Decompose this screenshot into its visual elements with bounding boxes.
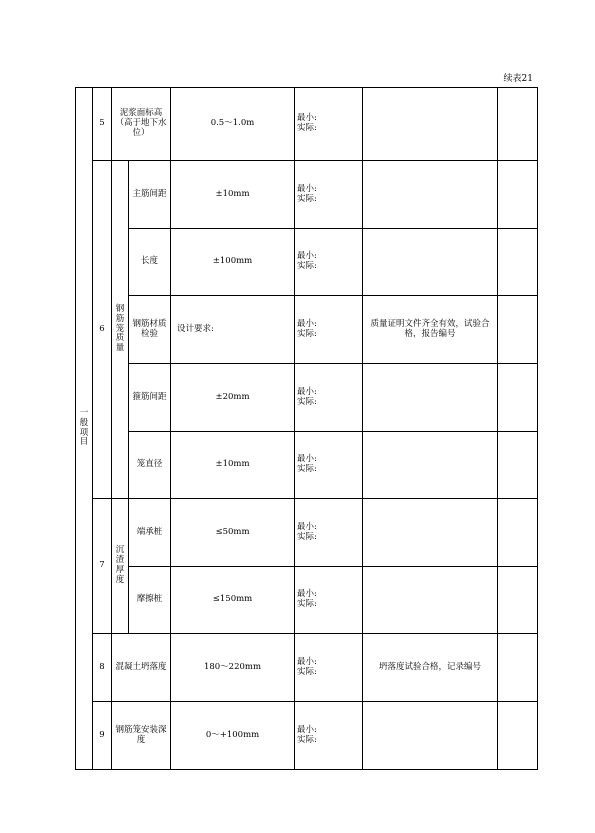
item-number: 6 [93, 161, 112, 499]
standard-value: 0～+100mm [171, 702, 295, 770]
note-cell[interactable] [363, 567, 498, 634]
actual-label: 实际: [297, 396, 317, 407]
measurement-cell [295, 702, 363, 770]
measurement-cell [295, 364, 363, 432]
item-name: 钢筋笼质量 [115, 304, 125, 354]
sub-item-name: 端承桩 [129, 499, 171, 567]
standard-value: ±20mm [171, 364, 295, 432]
standard-value: ±10mm [171, 161, 295, 229]
min-label: 最小: [297, 656, 317, 667]
note-cell[interactable] [363, 364, 498, 432]
standard-value: 0.5～1.0m [171, 88, 295, 161]
item-number: 9 [93, 702, 112, 770]
note-cell[interactable] [363, 702, 498, 770]
actual-label: 实际: [297, 193, 317, 204]
item-name: 泥浆面标高（高于地下水位） [112, 88, 171, 161]
measurement-cell [295, 499, 363, 567]
extra-cell[interactable] [498, 296, 538, 364]
min-label: 最小: [297, 183, 317, 194]
item-name: 钢筋笼安装深度 [112, 702, 171, 770]
standard-value: 180～220mm [171, 634, 295, 702]
inspection-table [75, 87, 538, 770]
standard-value: ±100mm [171, 229, 295, 296]
min-label: 最小: [297, 521, 317, 532]
min-label: 最小: [297, 318, 317, 329]
table-row [76, 432, 538, 499]
extra-cell[interactable] [498, 567, 538, 634]
note-cell[interactable] [363, 229, 498, 296]
min-label: 最小: [297, 724, 317, 735]
min-label: 最小: [297, 251, 317, 262]
sub-item-name: 钢筋材质检验 [129, 296, 171, 364]
table-row [76, 296, 538, 364]
measurement-cell [295, 634, 363, 702]
note-cell[interactable] [363, 499, 498, 567]
actual-label: 实际: [297, 261, 317, 271]
note-cell: 质量证明文件齐全有效，试验合格，报告编号 [363, 296, 498, 364]
extra-cell[interactable] [498, 702, 538, 770]
actual-label: 实际: [297, 599, 317, 609]
table-row [76, 702, 538, 770]
measurement-cell [295, 229, 363, 296]
item-name: 沉渣厚度 [115, 545, 125, 585]
item-number: 8 [93, 634, 112, 702]
standard-value: ≤150mm [171, 567, 295, 634]
extra-cell[interactable] [498, 364, 538, 432]
extra-cell[interactable] [498, 229, 538, 296]
group-label-cell [76, 88, 93, 770]
actual-label: 实际: [297, 328, 317, 339]
item-name-vertical [112, 499, 129, 634]
standard-value: 设计要求: [171, 296, 295, 364]
group-label: 一般项目 [79, 407, 89, 448]
actual-label: 实际: [297, 123, 317, 133]
measurement-cell [295, 88, 363, 161]
actual-label: 实际: [297, 531, 317, 542]
sub-item-name: 主筋间距 [129, 161, 171, 229]
item-name: 混凝土坍落度 [112, 634, 171, 702]
note-cell: 坍落度试验合格，记录编号 [363, 634, 498, 702]
note-cell[interactable] [363, 88, 498, 161]
min-label: 最小: [297, 386, 317, 397]
min-label: 最小: [297, 454, 317, 465]
actual-label: 实际: [297, 464, 317, 474]
table-row [76, 499, 538, 567]
item-number: 7 [93, 499, 112, 634]
extra-cell[interactable] [498, 634, 538, 702]
table-row [76, 634, 538, 702]
note-cell[interactable] [363, 432, 498, 499]
table-row [76, 161, 538, 229]
table-row [76, 364, 538, 432]
table-row [76, 88, 538, 161]
standard-value: ≤50mm [171, 499, 295, 567]
extra-cell[interactable] [498, 499, 538, 567]
extra-cell[interactable] [498, 88, 538, 161]
measurement-cell [295, 296, 363, 364]
item-number: 5 [93, 88, 112, 161]
min-label: 最小: [297, 113, 317, 124]
extra-cell[interactable] [498, 432, 538, 499]
note-cell[interactable] [363, 161, 498, 229]
table-row [76, 229, 538, 296]
standard-value: ±10mm [171, 432, 295, 499]
extra-cell[interactable] [498, 161, 538, 229]
sub-item-name: 摩擦桩 [129, 567, 171, 634]
min-label: 最小: [297, 589, 317, 600]
sub-item-name: 笼直径 [129, 432, 171, 499]
actual-label: 实际: [297, 734, 317, 745]
item-name-vertical [112, 161, 129, 499]
actual-label: 实际: [297, 666, 317, 677]
measurement-cell [295, 161, 363, 229]
table-row [76, 567, 538, 634]
sub-item-name: 长度 [129, 229, 171, 296]
measurement-cell [295, 432, 363, 499]
sub-item-name: 箍筋间距 [129, 364, 171, 432]
page-label: 续表21 [503, 74, 533, 84]
measurement-cell [295, 567, 363, 634]
